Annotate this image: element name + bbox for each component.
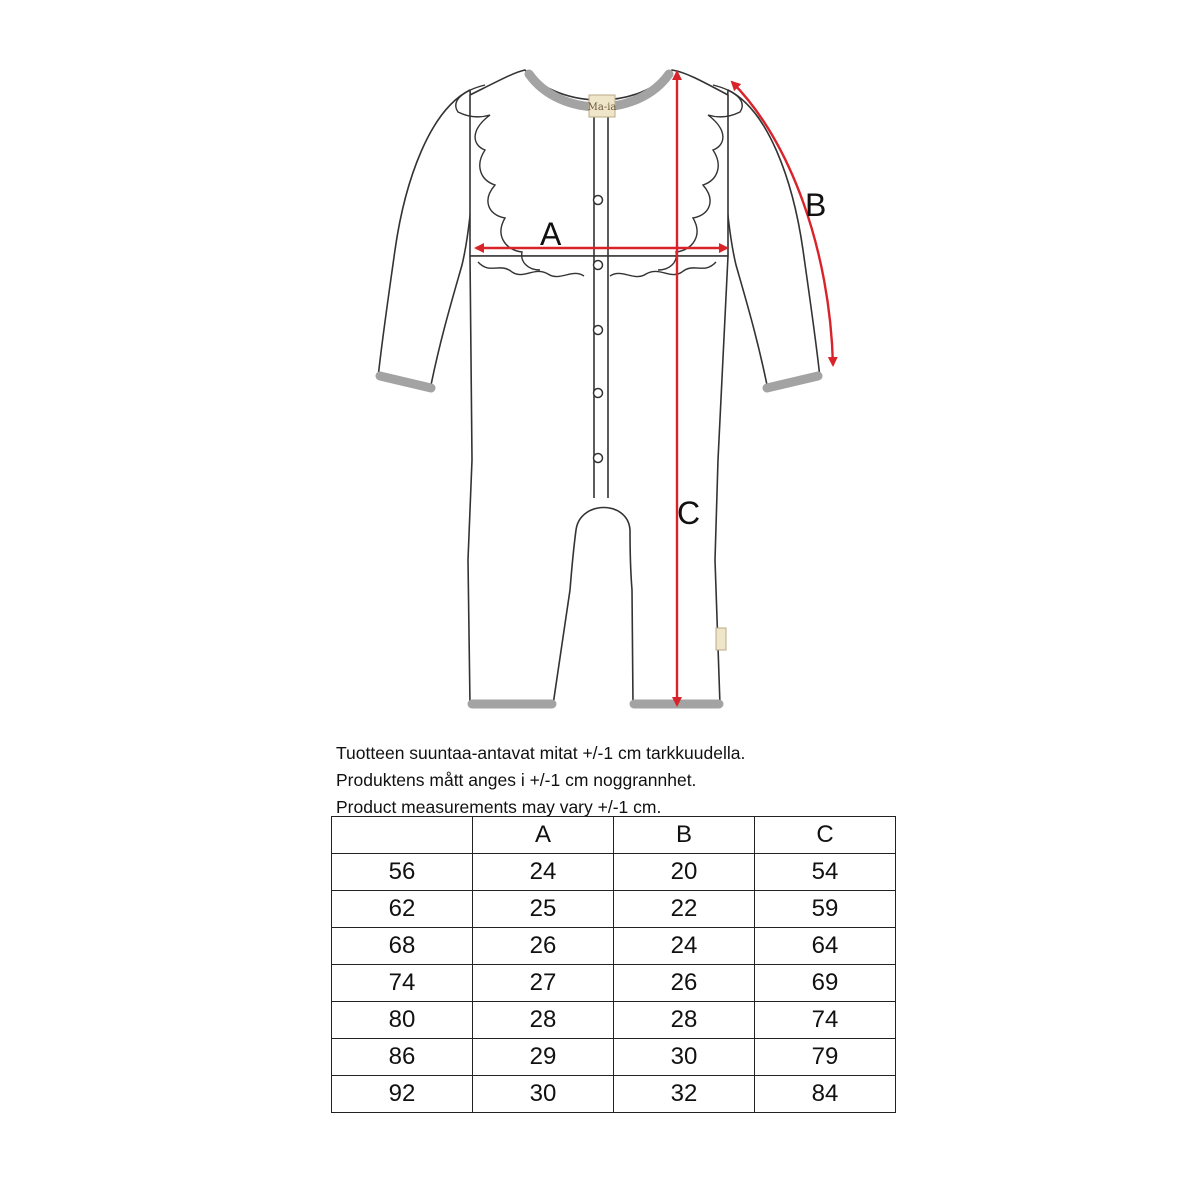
snap-button: [594, 389, 603, 398]
size-cell: 56: [332, 854, 473, 891]
value-cell: 54: [755, 854, 896, 891]
header-cell: [332, 817, 473, 854]
note-swedish: Produktens mått anges i +/-1 cm noggrannhet.: [336, 770, 697, 790]
size-cell: 92: [332, 1076, 473, 1113]
table-row: [332, 928, 896, 965]
value-cell: 59: [755, 891, 896, 928]
table-header-row: [332, 817, 896, 854]
header-cell-a: A: [473, 817, 614, 854]
snap-button: [594, 326, 603, 335]
value-cell: 30: [614, 1039, 755, 1076]
value-cell: 28: [614, 1002, 755, 1039]
snap-button: [594, 196, 603, 205]
value-cell: 24: [614, 928, 755, 965]
value-cell: 26: [473, 928, 614, 965]
value-cell: 64: [755, 928, 896, 965]
value-cell: 27: [473, 965, 614, 1002]
note-finnish: Tuotteen suuntaa-antavat mitat +/-1 cm tarkkuudella.: [336, 743, 746, 763]
svg-text:Ma-ia: Ma-ia: [587, 102, 617, 113]
value-cell: 74: [755, 1002, 896, 1039]
size-table: [331, 816, 896, 1113]
value-cell: 26: [614, 965, 755, 1002]
table-row: [332, 1002, 896, 1039]
table-row: [332, 1076, 896, 1113]
measurement-notes: [336, 740, 745, 821]
value-cell: 69: [755, 965, 896, 1002]
left-sleeve: [378, 90, 474, 390]
value-cell: 79: [755, 1039, 896, 1076]
note-english: Product measurements may vary +/-1 cm.: [336, 797, 662, 817]
size-cell: 80: [332, 1002, 473, 1039]
snap-button: [594, 454, 603, 463]
size-cell: 74: [332, 965, 473, 1002]
table-row: [332, 891, 896, 928]
brand-label-neck: [588, 95, 617, 117]
brand-label-leg: [716, 628, 726, 650]
table-row: [332, 1039, 896, 1076]
measure-label-b: B: [805, 187, 827, 223]
snap-button: [594, 261, 603, 270]
value-cell: 20: [614, 854, 755, 891]
value-cell: 25: [473, 891, 614, 928]
value-cell: 22: [614, 891, 755, 928]
header-cell-c: C: [755, 817, 896, 854]
measure-label-a: A: [540, 216, 562, 252]
size-cell: 62: [332, 891, 473, 928]
value-cell: 28: [473, 1002, 614, 1039]
romper-outline: [378, 70, 820, 705]
size-cell: 68: [332, 928, 473, 965]
value-cell: 84: [755, 1076, 896, 1113]
value-cell: 30: [473, 1076, 614, 1113]
size-cell: 86: [332, 1039, 473, 1076]
table-row: [332, 854, 896, 891]
value-cell: 24: [473, 854, 614, 891]
table-row: [332, 965, 896, 1002]
pants: [468, 256, 728, 705]
value-cell: 29: [473, 1039, 614, 1076]
value-cell: 32: [614, 1076, 755, 1113]
measure-label-c: C: [677, 495, 701, 531]
header-cell-b: B: [614, 817, 755, 854]
